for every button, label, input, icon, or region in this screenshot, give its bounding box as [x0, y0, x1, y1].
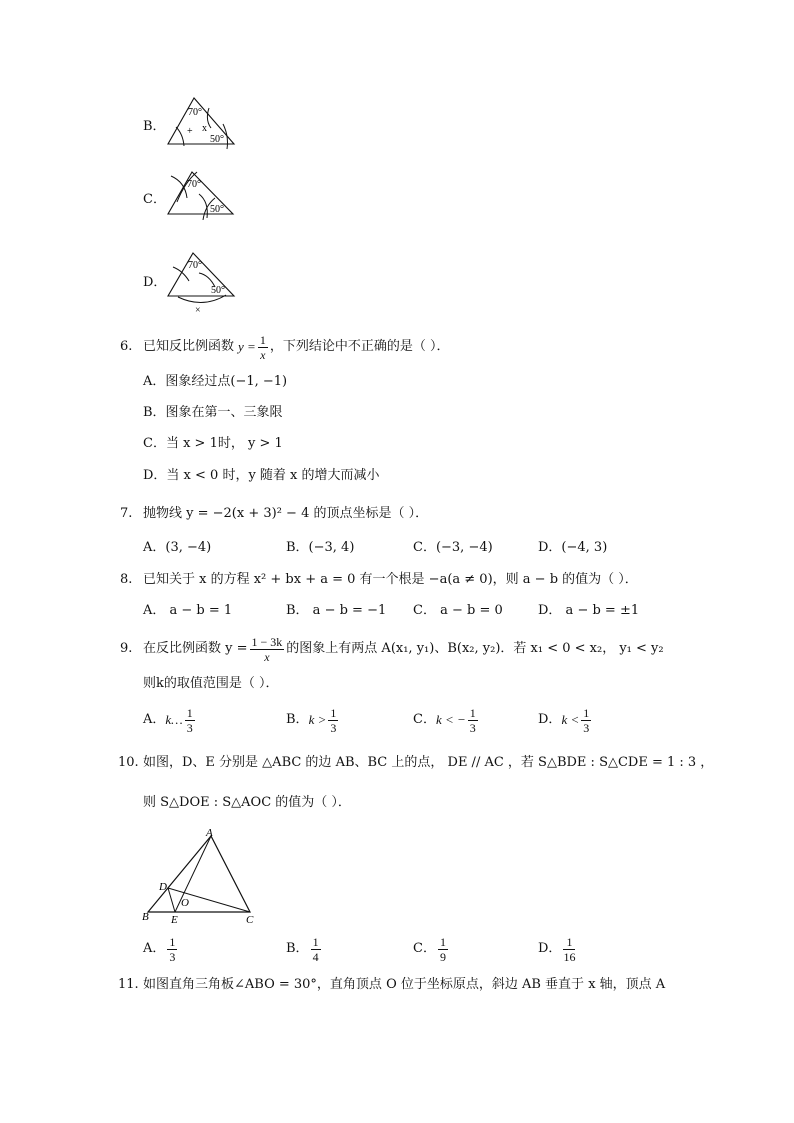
- q6-option-d[interactable]: D．当 x < 0 时，y 随着 x 的增大而减小: [143, 468, 380, 483]
- q8-stem: 已知关于 x 的方程 x² + bx + a = 0 有一个根是 −a(a ≠ 0)，则 a − b 的值为（ ）．: [143, 572, 638, 587]
- option-b-label[interactable]: B．: [143, 119, 166, 134]
- q7-option-b[interactable]: B．(−3, 4): [286, 540, 355, 555]
- svg-text:+: +: [187, 126, 193, 137]
- q9-number: 9.: [120, 641, 133, 656]
- q9-option-c[interactable]: C． k < − $\frac{1}{3}$: [413, 705, 476, 735]
- q10-option-b[interactable]: B． $\frac{1}{4}$: [286, 934, 319, 964]
- q11-number: 11.: [118, 977, 139, 992]
- q8-option-c[interactable]: C． a − b = 0: [413, 603, 503, 618]
- q8-option-d[interactable]: D． a − b = ±1: [538, 603, 640, 618]
- q9-option-b[interactable]: B． k > $\frac{1}{3}$: [286, 705, 337, 735]
- q7-option-c[interactable]: C．(−3, −4): [413, 540, 493, 555]
- svg-text:70°: 70°: [187, 179, 201, 190]
- q10-option-d[interactable]: D． $\frac{1}{16}$: [538, 934, 576, 964]
- option-b-figure: [163, 94, 243, 152]
- point-o-label: O: [181, 897, 189, 909]
- q7-number: 7.: [120, 506, 133, 521]
- q6-option-b[interactable]: B．图象在第一、三象限: [143, 405, 283, 420]
- q9-option-a[interactable]: A． k… $\frac{1}{3}$: [143, 705, 193, 735]
- svg-text:50°: 50°: [211, 285, 225, 296]
- option-c-figure: [163, 168, 243, 220]
- q9-option-d[interactable]: D． k < $\frac{1}{3}$: [538, 705, 590, 735]
- svg-text:50°: 50°: [210, 204, 224, 215]
- vertex-b-label: B: [142, 911, 149, 923]
- svg-text:x: x: [202, 123, 207, 134]
- q6-option-c[interactable]: C．当 x > 1时， y > 1: [143, 436, 283, 451]
- q8-number: 8.: [120, 572, 133, 587]
- angle-70-label: 70°: [188, 107, 202, 118]
- point-d-label: D: [159, 881, 167, 893]
- q9-stem: 在反比例函数 y = $\frac{1 - 3k}{x}$ 的图象上有两点 A(x₁, y₁)、B(x₂, y₂)．若 x₁ < 0 < x₂， y₁ < y₂: [143, 634, 664, 664]
- q10-stem: 如图，D、E 分别是 △ABC 的边 AB、BC 上的点， DE // AC ，若 S△BDE : S△CDE = 1 : 3 ，: [143, 755, 714, 770]
- q6-stem: 已知反比例函数 y = $\frac{1}{x}$ ，下列结论中不正确的是（ ）．: [143, 332, 450, 362]
- point-e-label: E: [171, 914, 178, 926]
- q10-triangle-figure: [138, 826, 263, 926]
- q6-option-a[interactable]: A．图象经过点(−1, −1): [143, 374, 288, 389]
- vertex-c-label: C: [246, 914, 254, 926]
- q10-option-a[interactable]: A． $\frac{1}{3}$: [143, 934, 176, 964]
- q11-stem: 如图直角三角板∠ABO = 30°，直角顶点 O 位于坐标原点，斜边 AB 垂直于 x 轴，顶点 A: [143, 977, 666, 992]
- vertex-a-label: A: [206, 827, 213, 839]
- q10-option-c[interactable]: C． $\frac{1}{9}$: [413, 934, 446, 964]
- q8-option-b[interactable]: B． a − b = −1: [286, 603, 387, 618]
- q8-option-a[interactable]: A． a − b = 1: [143, 603, 233, 618]
- option-d-label[interactable]: D．: [143, 275, 167, 290]
- q7-option-a[interactable]: A．(3, −4): [143, 540, 212, 555]
- option-c-label[interactable]: C．: [143, 192, 166, 207]
- q7-option-d[interactable]: D．(−4, 3): [538, 540, 608, 555]
- q6-number: 6.: [120, 339, 133, 354]
- q10-line2: 则 S△DOE : S△AOC 的值为（ ）．: [143, 795, 351, 810]
- angle-50-label: 50°: [210, 134, 224, 145]
- q7-stem: 抛物线 y = −2(x + 3)² − 4 的顶点坐标是（ ）．: [143, 506, 429, 521]
- q9-line2: 则k的取值范围是（ ）．: [143, 676, 279, 691]
- option-d-figure: [163, 249, 243, 315]
- q10-number: 10.: [118, 755, 139, 770]
- svg-text:70°: 70°: [188, 260, 202, 271]
- svg-text:×: ×: [195, 305, 201, 315]
